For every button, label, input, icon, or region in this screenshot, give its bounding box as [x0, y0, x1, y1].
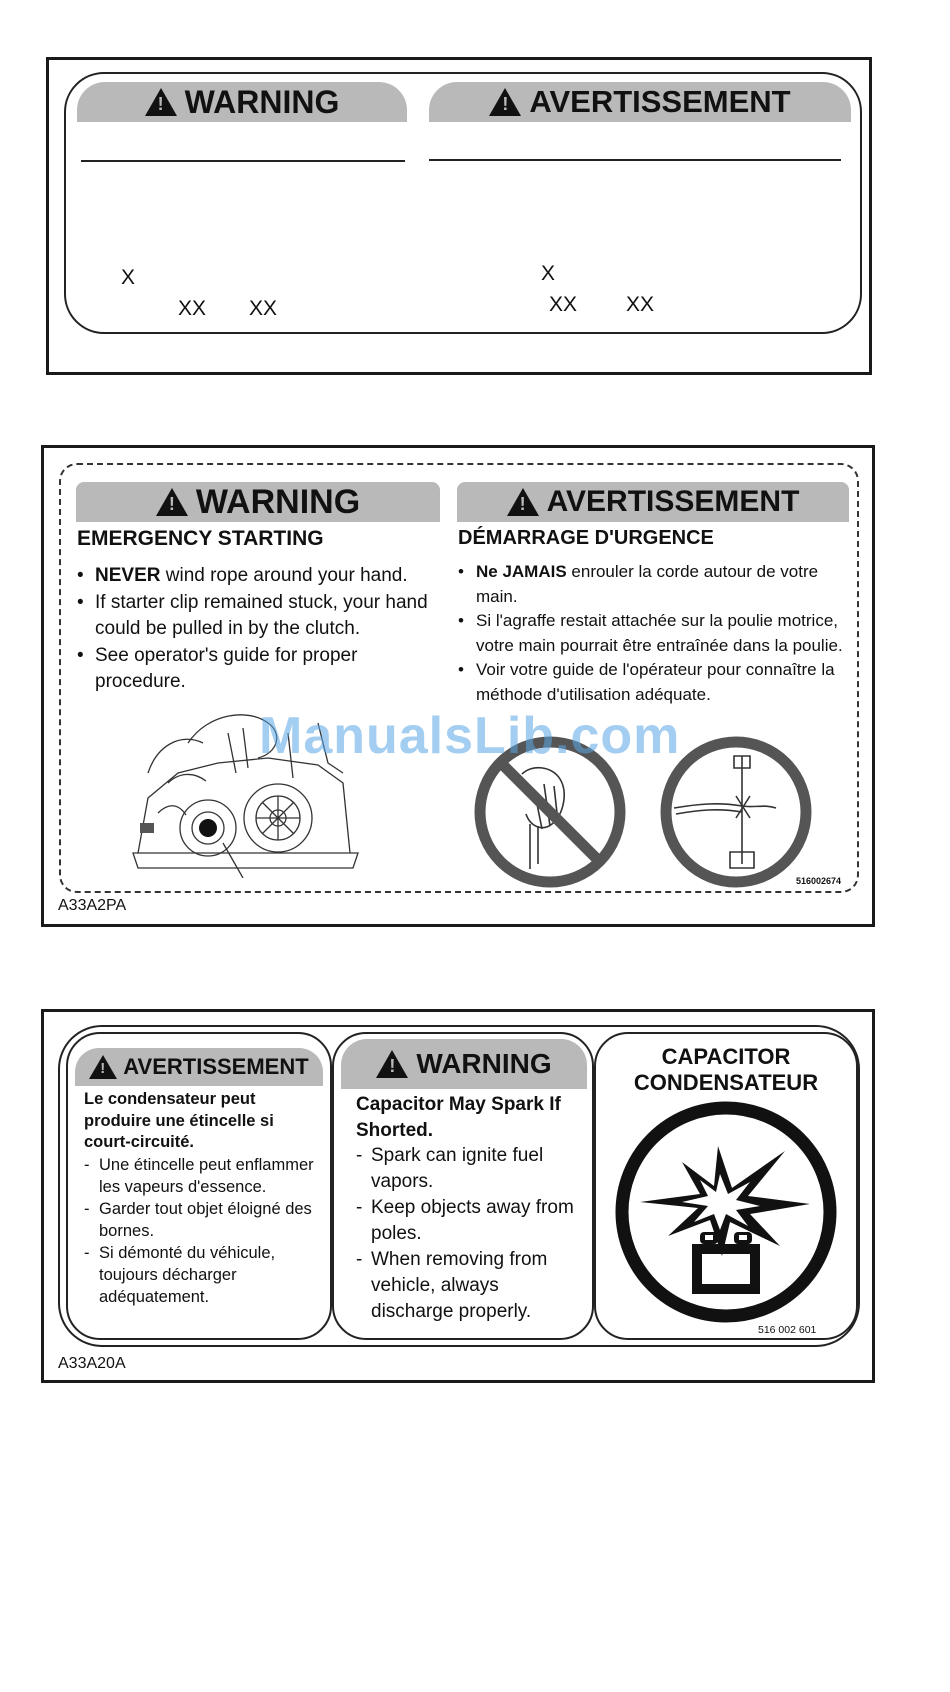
list-item: - Keep objects away from poles. [356, 1195, 586, 1247]
warning-title: WARNING [416, 1048, 552, 1079]
warning-triangle-icon [489, 88, 521, 116]
instruction-text: See operator's guide for proper procedure. [95, 644, 358, 692]
avertissement-title: AVERTISSEMENT [529, 84, 791, 119]
warning-triangle-icon [89, 1055, 117, 1079]
english-instructions [356, 1143, 586, 1325]
english-instructions [77, 563, 449, 696]
instruction-text: If starter clip remained stuck, your hand could be pulled in by the clutch. [95, 591, 428, 639]
list-item [458, 658, 853, 707]
emphasis-text: Ne JAMAIS [476, 562, 567, 581]
list-item [77, 590, 449, 643]
warning-banner [341, 1039, 587, 1089]
instruction-text: Voir votre guide de l'opérateur pour connaître la méthode d'utilisation adéquate. [476, 660, 835, 704]
avertissement-title: AVERTISSEMENT [546, 485, 800, 518]
placeholder-mark: X [121, 266, 136, 289]
placeholder-mark: XX [626, 293, 655, 316]
instruction-text: enrouler la corde autour de votre main. [476, 562, 819, 606]
emergency-starting-heading: EMERGENCY STARTING [77, 527, 324, 550]
placeholder-mark: XX [249, 297, 278, 320]
warning-triangle-icon [507, 488, 539, 516]
capacitor-title: CAPACITOR [661, 1044, 791, 1069]
list-item [458, 609, 853, 658]
capacitor-spark-icon [610, 1096, 842, 1328]
warning-title: WARNING [184, 83, 340, 120]
capacitor-warning-label [41, 1009, 875, 1383]
instruction-text: Si l'agraffe restait attachée sur la poulie motrice, votre main pourrait être entraînée dans la poulie. [476, 611, 843, 655]
avertissement-title: AVERTISSEMENT [123, 1054, 309, 1079]
manualslib-watermark: ManualsLib.com [259, 707, 681, 765]
warning-banner [77, 82, 407, 122]
avertissement-banner [75, 1048, 323, 1086]
label-code: A33A20A [58, 1355, 126, 1372]
placeholder-mark: XX [549, 293, 578, 316]
placeholder-mark: XX [178, 297, 207, 320]
warning-title: WARNING [195, 482, 361, 521]
avertissement-banner [457, 482, 849, 522]
list-item: - When removing from vehicle, always discharge properly. [356, 1247, 586, 1325]
avertissement-banner [429, 82, 851, 122]
list-item: - Une étincelle peut enflammer les vapeurs d'essence. [84, 1154, 314, 1198]
warning-triangle-icon [376, 1050, 408, 1078]
french-bold-warning: Le condensateur peut produire une étincelle si court-circuité. [84, 1090, 274, 1151]
emergency-starting-label [41, 445, 875, 927]
correct-rope-icon [658, 734, 814, 890]
label-code: A33A2PA [58, 897, 127, 914]
instruction-text: wind rope around your hand. [160, 565, 408, 586]
placeholder-mark: X [541, 262, 556, 285]
list-item [77, 643, 449, 696]
condensateur-title: CONDENSATEUR [633, 1070, 819, 1095]
part-number: 516 002 601 [758, 1324, 817, 1336]
french-instructions [84, 1154, 314, 1308]
divider-line [81, 160, 405, 162]
emphasis-text: NEVER [95, 565, 161, 586]
warning-banner [76, 482, 440, 522]
demarrage-urgence-heading: DÉMARRAGE D'URGENCE [458, 527, 714, 549]
blank-warning-label [46, 57, 872, 375]
french-instructions [458, 560, 853, 707]
warning-triangle-icon [156, 488, 188, 516]
list-item: - Si démonté du véhicule, toujours décharger adéquatement. [84, 1242, 314, 1308]
warning-triangle-icon [145, 88, 177, 116]
list-item [77, 563, 449, 590]
list-item: - Spark can ignite fuel vapors. [356, 1143, 586, 1195]
divider-line [429, 159, 841, 161]
list-item [458, 560, 853, 609]
english-bold-warning: Capacitor May Spark If Shorted. [356, 1094, 561, 1141]
list-item: - Garder tout objet éloigné des bornes. [84, 1198, 314, 1242]
part-number: 516002674 [796, 876, 842, 886]
